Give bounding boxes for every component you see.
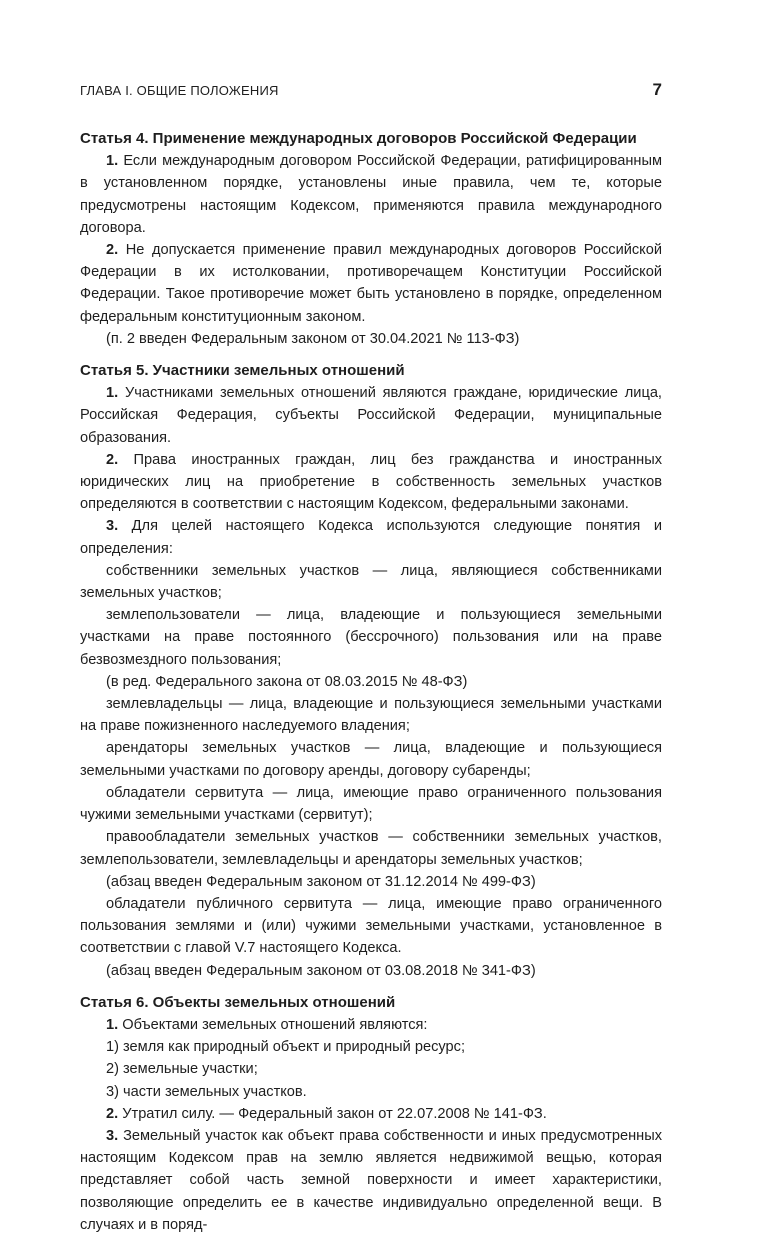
- paragraph-text: Объектами земельных отношений являются:: [122, 1016, 428, 1033]
- definition-public-servitude-holders: обладатели публичного сервитута — лица, имеющие право ограниченного пользования землями и (или) чужими земельными участками, установленное в соответствии с главой V.7 настоящего Кодекса.: [80, 895, 662, 957]
- paragraph-number: 3.: [106, 1127, 119, 1144]
- page-number: 7: [652, 80, 662, 99]
- paragraph-number: 1.: [106, 385, 119, 402]
- article-6-paragraph-1: [80, 1014, 662, 1036]
- list-item: 1) земля как природный объект и природный ресурс;: [106, 1039, 466, 1056]
- amendment-note: (абзац введен Федеральным законом от 03.08.2018 № 341-ФЗ): [106, 962, 536, 979]
- paragraph-text: Для целей настоящего Кодекса используются следующие понятия и определения:: [80, 518, 662, 557]
- list-item: 2) земельные участки;: [106, 1061, 258, 1078]
- article-5-paragraph-3: [80, 515, 662, 559]
- running-header: [80, 80, 662, 100]
- definition-servitude-holders: обладатели сервитута — лица, имеющие право ограниченного пользования чужими земельными участками (сервитут);: [80, 784, 662, 824]
- paragraph-number: 2.: [106, 1105, 119, 1122]
- definition-right-holders: правообладатели земельных участков — собственники земельных участков, землепользователи, землевладельцы и арендаторы земельных участков;: [80, 829, 662, 868]
- article-4-paragraph-1: [80, 150, 662, 239]
- definition-landholders: землевладельцы — лица, владеющие и пользующиеся земельными участками на праве пожизненного наследуемого владения;: [80, 696, 662, 735]
- amendment-note: (п. 2 введен Федеральным законом от 30.04.2021 № 113-ФЗ): [106, 330, 520, 347]
- paragraph-number: 1.: [106, 1016, 119, 1033]
- article-6-paragraph-2: [80, 1103, 662, 1125]
- paragraph-number: 3.: [106, 518, 119, 535]
- paragraph-text: Не допускается применение правил международных договоров Российской Федерации в их истолковании, противоречащем Конституции Российской Федерации. Такое противоречие может быть установлено в порядке, определенном федеральным конституционным законом.: [80, 242, 663, 325]
- definition-owners: собственники земельных участков — лица, являющиеся собственниками земельных участков;: [80, 562, 662, 602]
- chapter-title: ГЛАВА I. ОБЩИЕ ПОЛОЖЕНИЯ: [80, 83, 279, 98]
- list-item: 3) части земельных участков.: [106, 1083, 307, 1100]
- definition-tenants: арендаторы земельных участков — лица, владеющие и пользующиеся земельными участками по договору аренды, договору субаренды;: [80, 740, 662, 779]
- article-5-title: Статья 5. Участники земельных отношений: [80, 362, 405, 380]
- article-4-title: Статья 4. Применение международных договоров Российской Федерации: [80, 130, 637, 147]
- paragraph-text: Участниками земельных отношений являются граждане, юридические лица, Российская Федерация, субъекты Российской Федерации, муниципальные образования.: [80, 385, 662, 446]
- amendment-note: (в ред. Федерального закона от 08.03.2015 № 48-ФЗ): [106, 673, 468, 690]
- article-6-paragraph-3: [80, 1125, 662, 1236]
- paragraph-text: Права иностранных граждан, лиц без гражданства и иностранных юридических лиц на приобретение в собственность земельных участков определяются в соответствии с настоящим Кодексом, федеральными законами.: [80, 451, 662, 513]
- paragraph-text: Земельный участок как объект права собственности и иных предусмотренных настоящим Кодексом прав на землю является недвижимой вещью, которая представляет собой часть земной поверхности и имеет характеристики, позволяющие определить ее в качестве индивидуально определенной вещи. В случаях и в поряд-: [80, 1127, 662, 1233]
- definition-land-users: землепользователи — лица, владеющие и пользующиеся земельными участками на праве постоянного (бессрочного) пользования или на праве безвозмездного пользования;: [80, 607, 662, 668]
- article-5-paragraph-2: [80, 449, 662, 516]
- article-4-paragraph-2: [80, 239, 662, 328]
- paragraph-text: Утратил силу. — Федеральный закон от 22.07.2008 № 141-ФЗ.: [122, 1105, 547, 1122]
- amendment-note: (абзац введен Федеральным законом от 31.12.2014 № 499-ФЗ): [106, 873, 536, 890]
- page-body: [80, 128, 662, 1236]
- paragraph-number: 1.: [106, 153, 119, 170]
- article-5-paragraph-1: [80, 382, 662, 449]
- paragraph-number: 2.: [106, 451, 119, 468]
- paragraph-number: 2.: [106, 242, 119, 259]
- paragraph-text: Если международным договором Российской Федерации, ратифицированным в установленном порядке, установлены иные правила, чем те, которые предусмотрены настоящим Кодексом, применяются правила международного договора.: [80, 153, 662, 236]
- article-6-title: Статья 6. Объекты земельных отношений: [80, 993, 396, 1011]
